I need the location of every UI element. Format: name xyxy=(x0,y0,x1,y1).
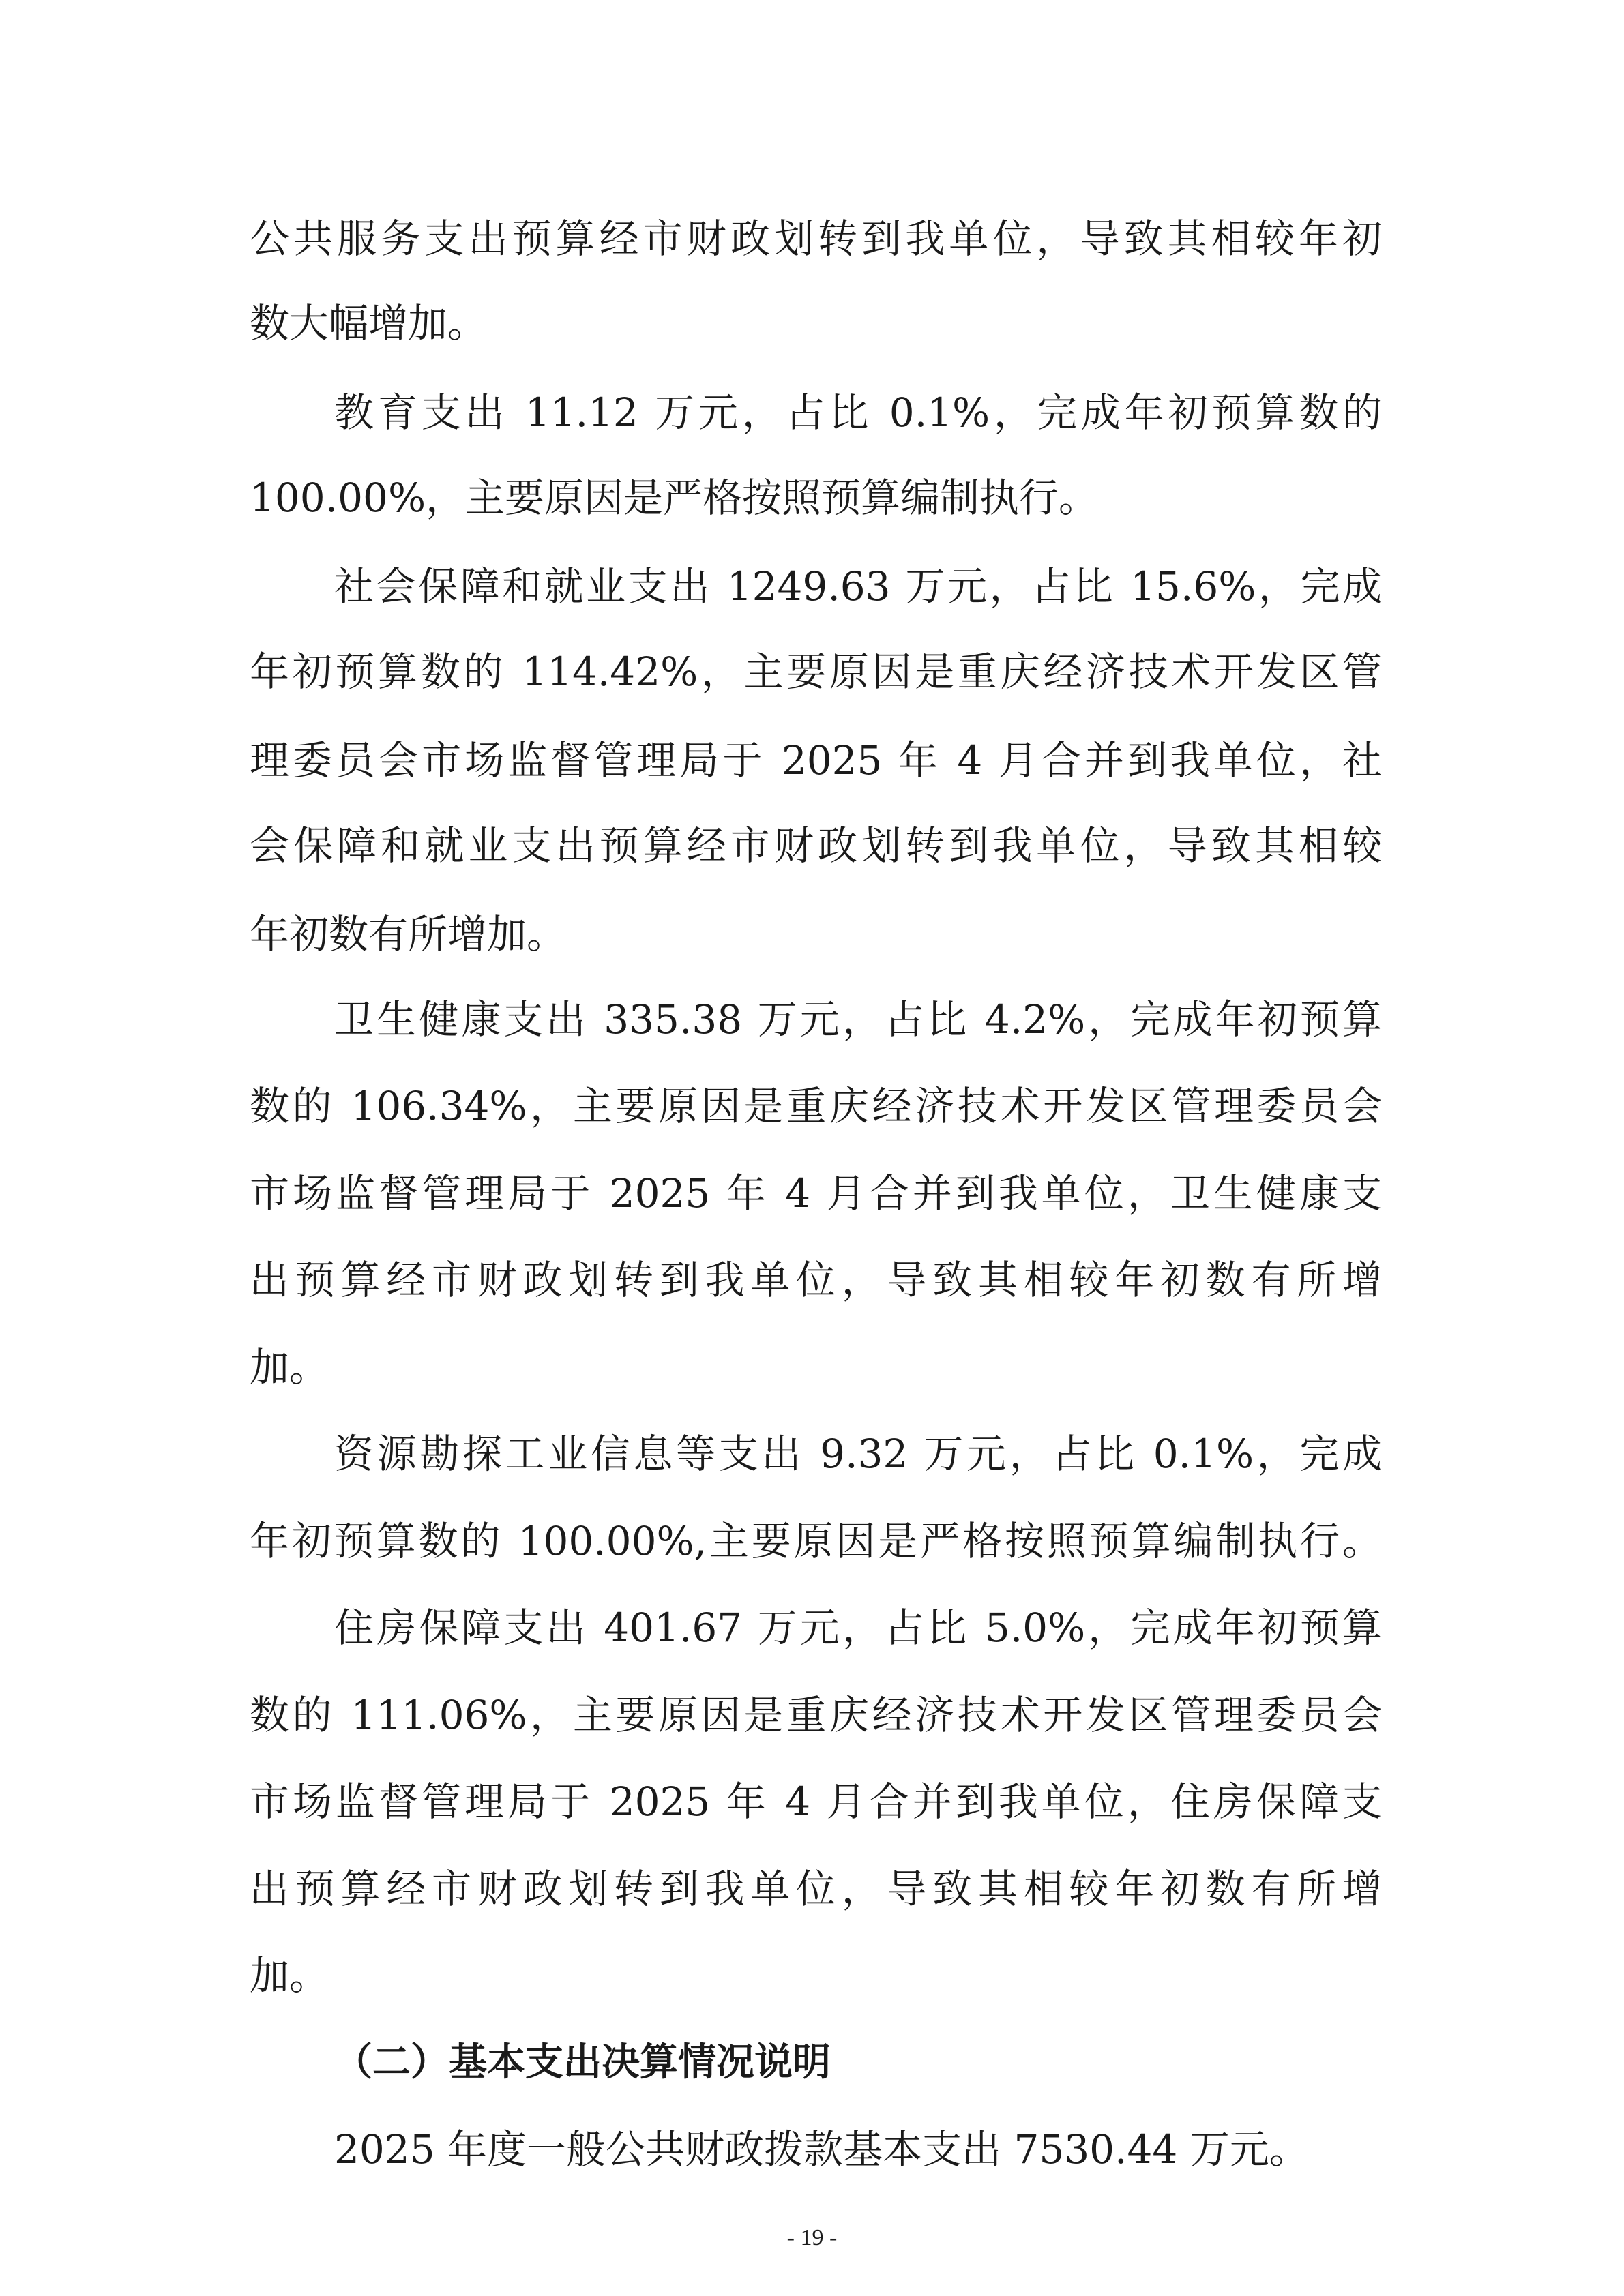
paragraph-line: 理委员会市场监督管理局于 2025 年 4 月合并到我单位，社 xyxy=(250,737,1382,784)
paragraph-line: 加。 xyxy=(250,1952,329,1999)
paragraph-line: 资源勘探工业信息等支出 9.32 万元，占比 0.1%，完成 xyxy=(334,1431,1382,1477)
paragraph-line: 年初数有所增加。 xyxy=(250,911,567,957)
paragraph-line: 年初预算数的 100.00%,主要原因是严格按照预算编制执行。 xyxy=(250,1518,1382,1564)
paragraph-line: 会保障和就业支出预算经市财政划转到我单位，导致其相较 xyxy=(250,822,1382,869)
paragraph-line: 出预算经市财政划转到我单位，导致其相较年初数有所增 xyxy=(250,1257,1382,1303)
paragraph-line: 2025 年度一般公共财政拨款基本支出 7530.44 万元。 xyxy=(334,2126,1309,2173)
paragraph-line: 年初预算数的 114.42%，主要原因是重庆经济技术开发区管 xyxy=(250,648,1382,695)
paragraph-line: 加。 xyxy=(250,1344,329,1390)
paragraph-line: 教育支出 11.12 万元，占比 0.1%，完成年初预算数的 xyxy=(334,389,1382,436)
section-heading: （二）基本支出决算情况说明 xyxy=(334,2040,831,2085)
paragraph-line: 市场监督管理局于 2025 年 4 月合并到我单位，住房保障支 xyxy=(250,1778,1382,1825)
paragraph-line: 卫生健康支出 335.38 万元，占比 4.2%，完成年初预算 xyxy=(334,996,1382,1043)
paragraph-line: 数大幅增加。 xyxy=(250,300,488,346)
paragraph-line: 数的 106.34%，主要原因是重庆经济技术开发区管理委员会 xyxy=(250,1083,1382,1129)
paragraph-line: 100.00%，主要原因是严格按照预算编制执行。 xyxy=(250,475,1099,521)
paragraph-line: 市场监督管理局于 2025 年 4 月合并到我单位，卫生健康支 xyxy=(250,1170,1382,1217)
paragraph-line: 公共服务支出预算经市财政划转到我单位，导致其相较年初 xyxy=(250,215,1382,262)
paragraph-line: 住房保障支出 401.67 万元，占比 5.0%，完成年初预算 xyxy=(334,1605,1382,1651)
paragraph-line: 出预算经市财政划转到我单位，导致其相较年初数有所增 xyxy=(250,1866,1382,1912)
paragraph-line: 社会保障和就业支出 1249.63 万元，占比 15.6%，完成 xyxy=(334,563,1382,610)
paragraph-line: 数的 111.06%，主要原因是重庆经济技术开发区管理委员会 xyxy=(250,1692,1382,1738)
page-number: - 19 - xyxy=(786,2225,838,2250)
